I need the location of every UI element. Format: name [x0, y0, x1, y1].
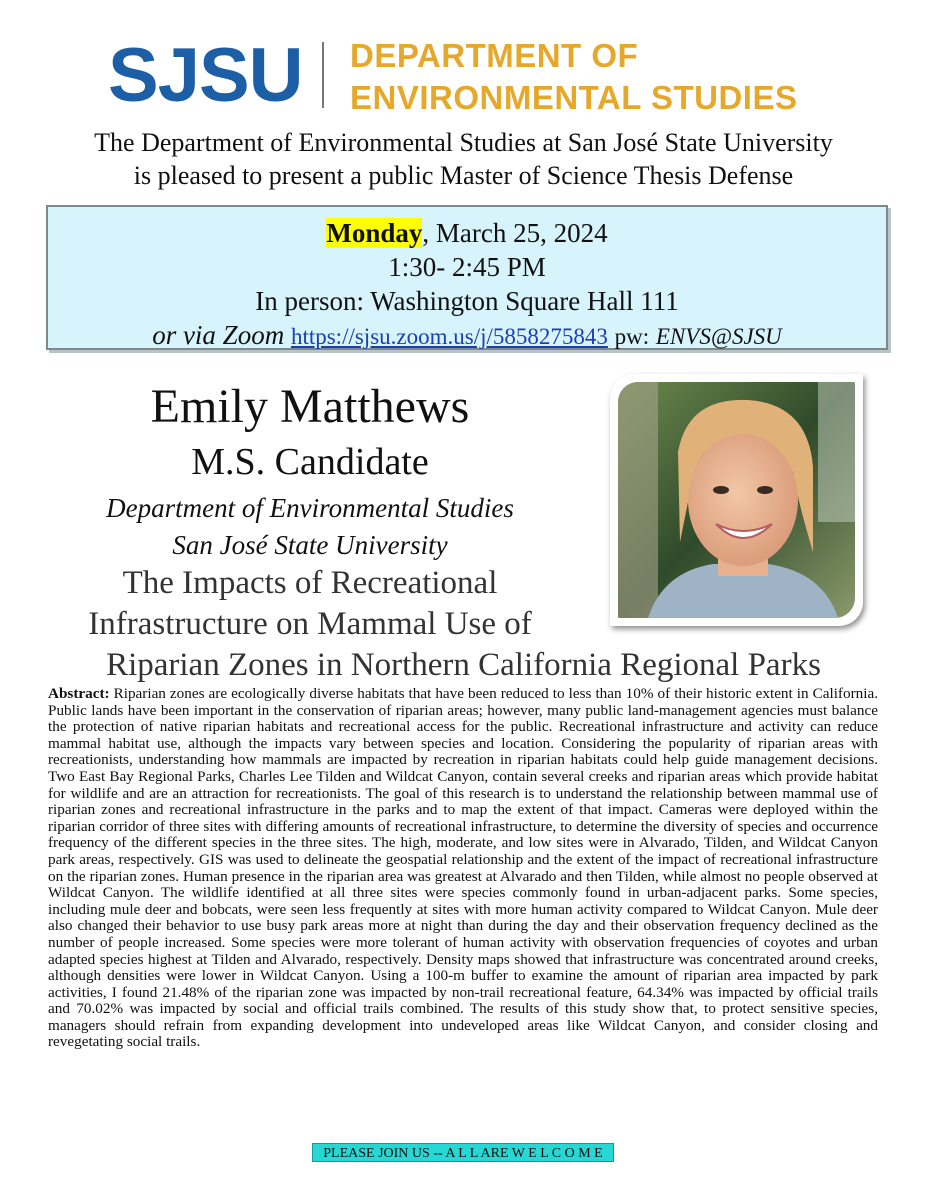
- department-logo: [0, 28, 927, 118]
- thesis-title-line-3: Riparian Zones in Northern California Regional Parks: [106, 647, 821, 683]
- event-zoom: [48, 319, 886, 353]
- abstract-label: Abstract:: [48, 685, 110, 702]
- speaker-photo-frame: [610, 374, 863, 626]
- speaker-university: San José State University: [172, 530, 448, 560]
- sjsu-logo-text: SJSU: [108, 33, 303, 118]
- zoom-lead: or via Zoom: [152, 320, 285, 350]
- event-day: Monday: [326, 218, 423, 248]
- intro-line-1: The Department of Environmental Studies at San José State University: [94, 128, 833, 157]
- event-time: 1:30- 2:45 PM: [388, 252, 546, 282]
- speaker-role: M.S. Candidate: [191, 441, 429, 483]
- event-location: In person: Washington Square Hall 111: [255, 286, 679, 316]
- portrait-photo-icon: [618, 382, 855, 618]
- logo-dept-line-2: ENVIRONMENTAL STUDIES: [350, 79, 798, 116]
- abstract-text: Riparian zones are ecologically diverse habitats that have been reduced to less than 10% of their historic extent in California. Public lands have been important in the conservation of riparian areas; however, many public land-management agencies must balance the protection of native riparian habitats and recreational access for the public. Recreational infrastructure and activity can reduce mammal habitat use, although the impacts vary between species and location. Considering the popularity of riparian areas with recreationists, understanding how mammals are impacted by recreation in riparian habitats could help guide management decisions. Two East Bay Regional Parks, Charles Lee Tilden and Wildcat Canyon, contain several creeks and riparian areas which provide habitat for wildlife and are an attraction for recreationists. The goal of this research is to understand the relationship between mammal use of riparian zones and recreational infrastructure in the parks and to map the extent of that impact. Cameras were deployed within the riparian corridor of three sites with differing amounts of recreational infrastructure, to determine the diversity of species and occurrence frequency of the different species in the three sites. The high, moderate, and low sites were in Alvarado, Tilden, and Wildcat Canyon park areas, respectively. GIS was used to delineate the geospatial relationship and the extent of the impact of recreational infrastructure on the riparian zones. Human presence in the riparian area was greatest at Alvarado and then Tilden, while almost no people observed at Wildcat Canyon. The wildlife identified at all three sites were species commonly found in urban-adjacent parks. Some species, including mule deer and bobcats, were seen less frequently at sites with more human activity compared to Wildcat Canyon. Mule deer also changed their behavior to use busy park areas more at night than during the day and their observation frequency declined as the number of people increased. Some species were more tolerant of human activity with observation frequencies of coyotes and urban adapted species highest at Tilden and Alvarado, respectively. Density maps showed that infrastructure was concentrated around creeks, although densities were lower in Wildcat Canyon. Using a 100-m buffer to examine the amount of riparian area impacted by park activities, I found 21.48% of the riparian zone was impacted by non-trail recreational feature, 64.34% was impacted by official trails and 70.02% was impacted by social and official trails combined. The results of this study show that, to protect sensitive species, managers should refrain from expanding development into undeveloped areas like Wildcat Canyon, and consider closing and revegetating social trails.: [48, 685, 878, 1051]
- zoom-password-label: pw:: [614, 324, 650, 349]
- event-date-text: , March 25, 2024: [422, 218, 608, 248]
- event-details-box: [46, 205, 888, 350]
- thesis-title-line-1: The Impacts of Recreational: [122, 565, 498, 601]
- intro-line-2: is pleased to present a public Master of Science Thesis Defense: [133, 161, 794, 190]
- zoom-link[interactable]: https://sjsu.zoom.us/j/5858275843: [290, 324, 608, 349]
- abstract: [48, 686, 878, 1051]
- event-date: [48, 217, 886, 249]
- speaker-name: Emily Matthews: [150, 380, 470, 433]
- logo-divider: [322, 42, 324, 108]
- speaker-department: Department of Environmental Studies: [106, 493, 514, 523]
- logo-dept-line-1: DEPARTMENT OF: [350, 37, 639, 74]
- welcome-banner: PLEASE JOIN US -- A L L ARE W E L C O M E: [312, 1143, 614, 1162]
- zoom-password: ENVS@SJSU: [655, 324, 782, 349]
- thesis-title-line-2: Infrastructure on Mammal Use of: [88, 606, 532, 642]
